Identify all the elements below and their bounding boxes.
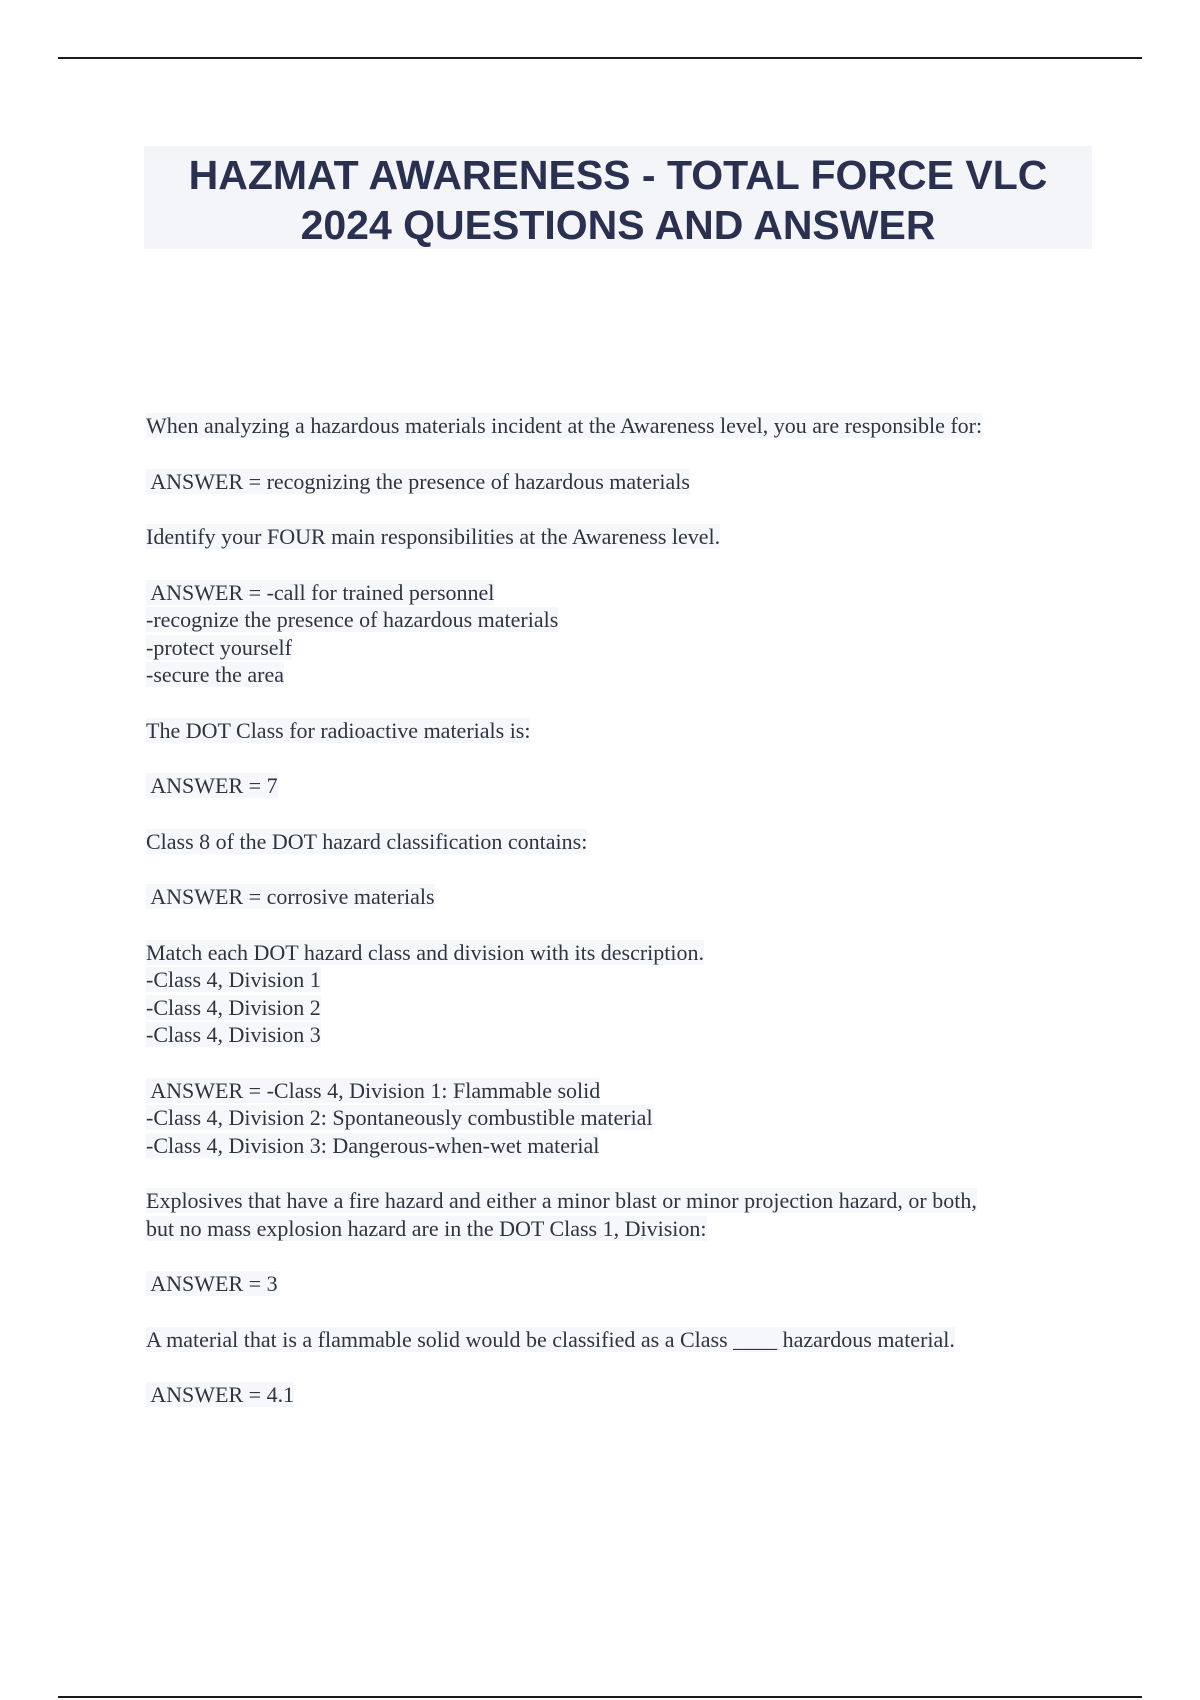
question-5-line-4: -Class 4, Division 3 — [146, 1022, 321, 1047]
question-4 — [146, 828, 1096, 856]
top-rule — [58, 57, 1142, 59]
answer-2-line-2: -recognize the presence of hazardous materials — [146, 607, 559, 632]
spacer — [146, 1159, 1096, 1187]
question-5-line-1: Match each DOT hazard class and division with its description. — [146, 939, 705, 965]
question-2 — [146, 523, 1096, 551]
document-title — [144, 146, 1092, 249]
question-6-line-2: but no mass explosion hazard are in the DOT Class 1, Division: — [146, 1215, 707, 1241]
answer-5-line-1: ANSWER = -Class 4, Division 1: Flammable solid — [146, 1077, 601, 1103]
spacer — [146, 689, 1096, 717]
answer-7 — [146, 1381, 1096, 1409]
bottom-rule — [58, 1696, 1142, 1698]
answer-6-line-1: ANSWER = 3 — [146, 1271, 278, 1296]
answer-1 — [146, 468, 1096, 496]
answer-6 — [146, 1270, 1096, 1298]
spacer — [146, 744, 1096, 772]
question-5 — [146, 939, 1096, 1049]
question-3 — [146, 717, 1096, 745]
question-6 — [146, 1187, 1096, 1242]
qa-list — [146, 412, 1096, 1409]
answer-3 — [146, 772, 1096, 800]
question-6-line-1: Explosives that have a fire hazard and either a minor blast or minor projection hazard, or both, — [146, 1188, 977, 1213]
spacer — [146, 911, 1096, 939]
title-line-1: HAZMAT AWARENESS - TOTAL FORCE VLC — [188, 152, 1048, 198]
spacer — [146, 855, 1096, 883]
question-7 — [146, 1326, 1096, 1354]
question-1-line-1: When analyzing a hazardous materials incident at the Awareness level, you are responsible for: — [146, 413, 983, 438]
question-3-line-1: The DOT Class for radioactive materials is: — [146, 717, 531, 743]
question-2-line-1: Identify your FOUR main responsibilities at the Awareness level. — [146, 524, 721, 549]
spacer — [146, 1353, 1096, 1381]
answer-5-line-3: -Class 4, Division 3: Dangerous-when-wet material — [146, 1132, 600, 1158]
answer-2 — [146, 579, 1096, 689]
spacer — [146, 440, 1096, 468]
answer-2-line-3: -protect yourself — [146, 634, 292, 660]
answer-2-line-4: -secure the area — [146, 662, 285, 687]
question-5-line-2: -Class 4, Division 1 — [146, 967, 321, 992]
spacer — [146, 551, 1096, 579]
spacer — [146, 1049, 1096, 1077]
question-7-line-1: A material that is a flammable solid would be classified as a Class ____ hazardous material. — [146, 1326, 955, 1352]
answer-4 — [146, 883, 1096, 911]
spacer — [146, 800, 1096, 828]
question-4-line-1: Class 8 of the DOT hazard classification contains: — [146, 828, 588, 854]
answer-1-line-1: ANSWER = recognizing the presence of hazardous materials — [146, 468, 690, 494]
spacer — [146, 1298, 1096, 1326]
answer-5 — [146, 1077, 1096, 1160]
answer-3-line-1: ANSWER = 7 — [146, 773, 278, 798]
question-1 — [146, 412, 1096, 440]
answer-5-line-2: -Class 4, Division 2: Spontaneously combustible material — [146, 1105, 653, 1130]
answer-7-line-1: ANSWER = 4.1 — [146, 1382, 295, 1407]
spacer — [146, 1242, 1096, 1270]
question-5-line-3: -Class 4, Division 2 — [146, 994, 321, 1020]
answer-2-line-1: ANSWER = -call for trained personnel — [146, 579, 495, 605]
title-line-2: 2024 QUESTIONS AND ANSWER — [300, 202, 936, 248]
answer-4-line-1: ANSWER = corrosive materials — [146, 884, 435, 909]
spacer — [146, 495, 1096, 523]
